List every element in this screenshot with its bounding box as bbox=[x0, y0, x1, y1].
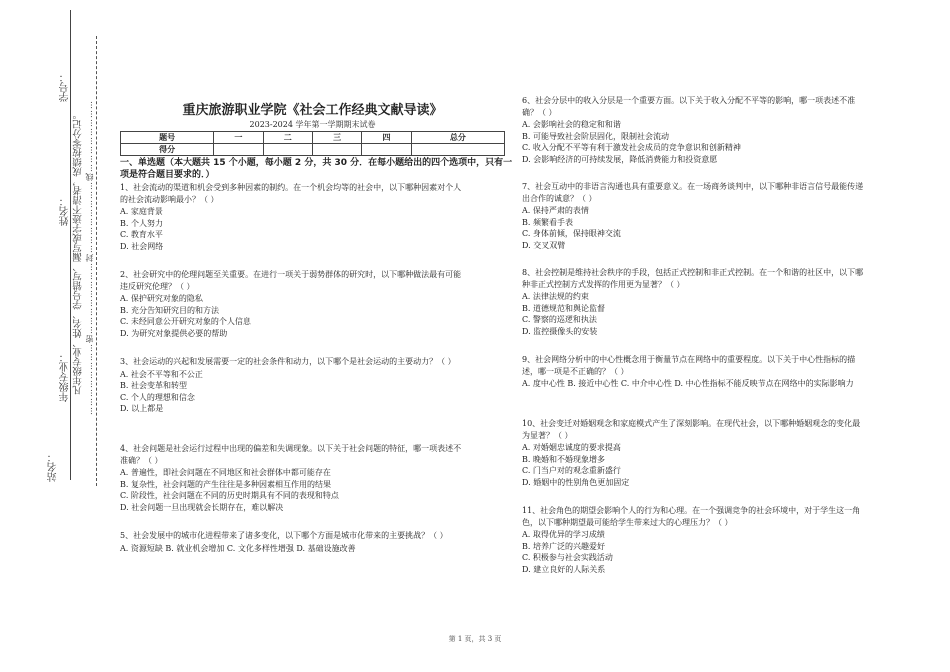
question-option: D. 监控摄像头的安装 bbox=[522, 326, 598, 336]
question-option: D. 社会问题一旦出现就会长期存在，难以解决 bbox=[120, 502, 284, 512]
question-option: D. 为研究对象提供必要的帮助 bbox=[120, 328, 228, 338]
section-heading: 一、单选题（本大题共 15 个小题，每小题 2 分，共 30 分．在每小题给出的四个选项中，只有一项是符合题目要求的．） bbox=[120, 158, 513, 180]
question-option: B. 复杂性，社会问题的产生往往是多种因素相互作用的结果 bbox=[120, 479, 331, 489]
question bbox=[120, 182, 465, 252]
question bbox=[120, 530, 465, 554]
score-cell: 题号 bbox=[121, 132, 214, 144]
question-option: C. 警察的巡逻和执法 bbox=[522, 315, 597, 324]
question bbox=[522, 505, 867, 575]
score-entry-cell bbox=[362, 144, 411, 156]
question-option: D. 建立良好的人际关系 bbox=[522, 564, 606, 574]
question-option: B. 充分告知研究目的和方法 bbox=[120, 305, 219, 315]
name-label: 姓名： bbox=[60, 196, 71, 226]
score-entry-cell bbox=[263, 144, 312, 156]
score-entry-cell bbox=[214, 144, 263, 156]
question-option: C. 未经同意公开研究对象的个人信息 bbox=[120, 317, 251, 326]
score-table-header-row bbox=[121, 132, 505, 144]
question bbox=[120, 443, 465, 513]
score-cell: 四 bbox=[362, 132, 411, 144]
question-option: D. 以上都是 bbox=[120, 404, 164, 413]
question-option: C. 收入分配不平等有利于激发社会成员的竞争意识和创新精神 bbox=[522, 143, 741, 152]
question-stem: 10、社会变迁对婚姻观念和家庭模式产生了深刻影响。在现代社会，以下哪种婚姻观念的变化最为显著？（ ） bbox=[522, 419, 861, 440]
question-option: A. 会影响社会的稳定和和谐 bbox=[522, 120, 621, 129]
question-stem: 9、社会网络分析中的中心性概念用于衡量节点在网络中的重要程度。以下关于中心性指标的描述，哪一项是不正确的？（ ） bbox=[522, 355, 856, 376]
question bbox=[120, 269, 465, 339]
question-option: C. 门当户对的观念重新盛行 bbox=[522, 466, 621, 475]
question bbox=[522, 95, 867, 165]
question-option: C. 阶段性，社会问题在不同的历史时期具有不同的表现和特点 bbox=[120, 491, 339, 500]
exam-title: 重庆旅游职业学院《社会工作经典文献导读》 bbox=[182, 103, 443, 118]
score-table-score-row bbox=[121, 144, 505, 156]
question-stem: 3、社会运动的兴起和发展需要一定的社会条件和动力，以下哪个是社会运动的主要动力？（ ） bbox=[120, 357, 456, 366]
question-option: B. 个人努力 bbox=[120, 218, 163, 228]
question-option: D. 社会网络 bbox=[120, 241, 164, 251]
question-option: B. 可能导致社会阶层固化，限制社会流动 bbox=[522, 131, 669, 141]
question-option: A. 家庭背景 bbox=[120, 207, 163, 216]
question-option: B. 社会变革和转型 bbox=[120, 381, 187, 390]
score-table bbox=[120, 131, 505, 156]
question-option: C. 积极参与社会实践活动 bbox=[522, 553, 613, 562]
question-option: A. 资源短缺 B. 就业机会增加 C. 文化多样性增强 D. 基础设施改善 bbox=[120, 543, 356, 553]
margin-dash-line bbox=[96, 36, 97, 486]
question-option: C. 教育水平 bbox=[120, 230, 163, 239]
question-stem: 1、社会流动的渠道和机会受到多种因素的制约。在一个机会均等的社会中，以下哪种因素对个人的社会流动影响最小？（ ） bbox=[120, 183, 462, 204]
score-entry-cell bbox=[411, 144, 504, 156]
question bbox=[522, 418, 867, 488]
student-id-label: 学号： bbox=[60, 72, 71, 102]
question-option: A. 度中心性 B. 接近中心性 C. 中介中心性 D. 中心性指标不能反映节点在网络中的实际影响力 bbox=[522, 379, 854, 388]
question-option: B. 培养广泛的兴趣爱好 bbox=[522, 541, 605, 551]
question bbox=[522, 354, 867, 390]
score-cell: 一 bbox=[214, 132, 263, 144]
question-option: A. 普遍性，即社会问题在不同地区和社会群体中都可能存在 bbox=[120, 468, 331, 477]
question bbox=[120, 356, 465, 415]
question-option: B. 频繁看手表 bbox=[522, 217, 573, 227]
question-stem: 5、社会发展中的城市化进程带来了诸多变化，以下哪个方面是城市化带来的主要挑战？（ ） bbox=[120, 531, 448, 540]
question-stem: 6、社会分层中的收入分层是一个重要方面。以下关于收入分配不平等的影响，哪一项表述不准确？（ ） bbox=[522, 96, 856, 117]
seal-line-text: ……………………密……………………封……………………线…………………… bbox=[85, 100, 94, 415]
score-entry-cell bbox=[312, 144, 361, 156]
page-footer: 第 1 页，共 3 页 bbox=[448, 635, 502, 643]
question-stem: 7、社会互动中的非语言沟通也具有重要意义。在一场商务谈判中，以下哪种非语言信号最能传递出合作的诚意？（ ） bbox=[522, 182, 864, 203]
question-option: B. 道德规范和舆论监督 bbox=[522, 303, 605, 313]
question-option: C. 身体前倾，保持眼神交流 bbox=[522, 229, 621, 238]
question-option: D. 婚姻中的性别角色更加固定 bbox=[522, 477, 630, 487]
question-stem: 2、社会研究中的伦理问题至关重要。在进行一项关于弱势群体的研究时，以下哪种做法最有可能违反研究伦理？（ ） bbox=[120, 270, 462, 291]
question-option: A. 保护研究对象的隐私 bbox=[120, 294, 203, 303]
exam-site-label: 站名： bbox=[48, 452, 59, 482]
question-stem: 11、社会角色的期望会影响个人的行为和心理。在一个强调竞争的社会环境中，对于学生这一角色，以下哪种期望最可能给学生带来过大的心理压力？（ ） bbox=[522, 506, 861, 527]
question-stem: 8、社会控制是维持社会秩序的手段，包括正式控制和非正式控制。在一个和谐的社区中，以下哪种非正式控制方式发挥的作用更为显著？（ ） bbox=[522, 268, 864, 289]
question-option: A. 保持严肃的表情 bbox=[522, 206, 589, 215]
score-cell: 总分 bbox=[411, 132, 504, 144]
score-cell: 三 bbox=[312, 132, 361, 144]
question-option: A. 取得优异的学习成绩 bbox=[522, 530, 605, 539]
grade-major-label: 年级专业： bbox=[60, 352, 71, 402]
question-option: D. 交叉双臂 bbox=[522, 240, 566, 250]
question-option: A. 对婚姻忠诚度的要求提高 bbox=[522, 443, 621, 452]
question-option: A. 社会不平等和不公正 bbox=[120, 369, 203, 379]
question bbox=[522, 267, 867, 337]
score-cell: 二 bbox=[263, 132, 312, 144]
question-option: A. 法律法规的约束 bbox=[522, 292, 589, 301]
instruction-text: 凡年级专业、姓名、学号错写、漏写或字迹不清者，成绩按零分记。 bbox=[73, 110, 84, 395]
question bbox=[522, 181, 867, 251]
score-cell: 得分 bbox=[121, 144, 214, 156]
question-option: D. 会影响经济的可持续发展，降低消费能力和投资意愿 bbox=[522, 154, 718, 164]
question-option: B. 晚婚和不婚现象增多 bbox=[522, 454, 605, 464]
question-option: C. 个人的理想和信念 bbox=[120, 392, 195, 402]
exam-subtitle: 2023-2024 学年第一学期期末试卷 bbox=[249, 120, 376, 129]
question-stem: 4、社会问题是社会运行过程中出现的偏差和失调现象。以下关于社会问题的特征，哪一项表述不准确？（ ） bbox=[120, 444, 462, 465]
